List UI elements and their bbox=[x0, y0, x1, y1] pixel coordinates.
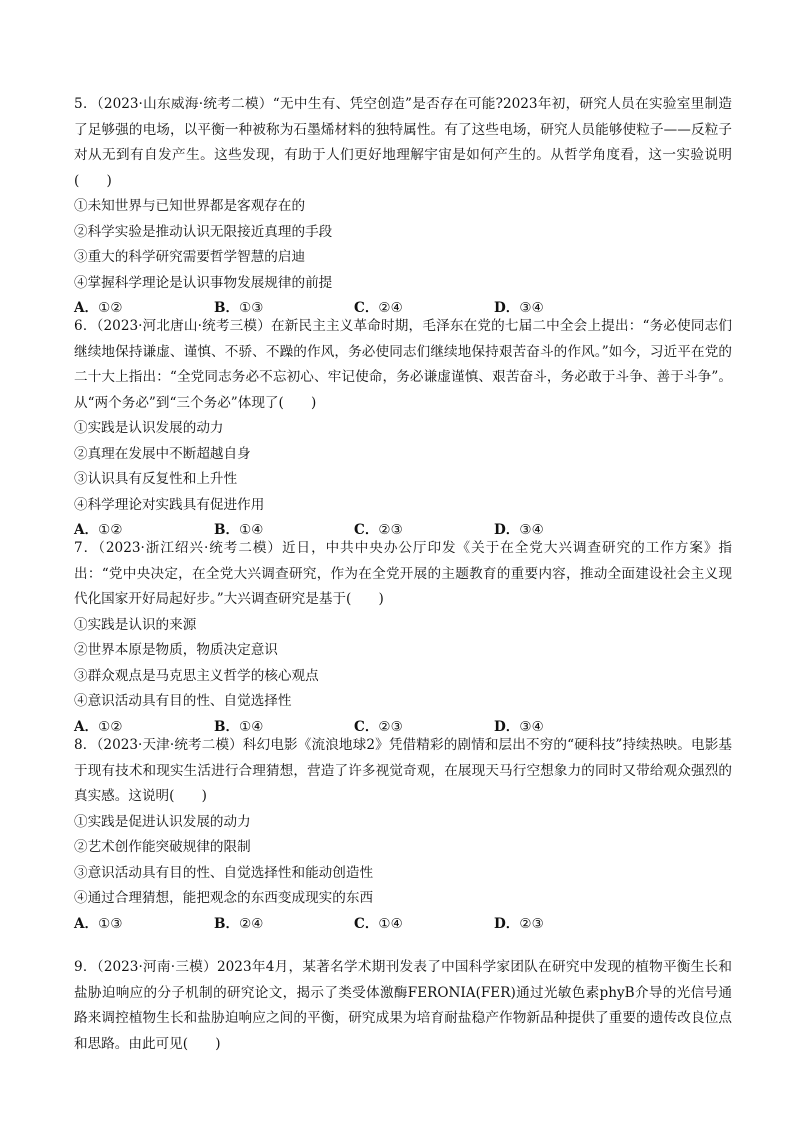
choice-a: A．①③ bbox=[74, 915, 123, 932]
choice-d: D．③④ bbox=[494, 300, 544, 316]
question-7-option-1: ①实践是认识的来源 bbox=[74, 616, 197, 633]
question-9 bbox=[74, 955, 732, 1057]
choice-a: A．①② bbox=[74, 300, 123, 316]
question-5-option-2: ②科学实验是推动认识无限接近真理的手段 bbox=[74, 223, 333, 240]
question-6-option-2: ②真理在发展中不断超越自身 bbox=[74, 445, 251, 462]
question-7-option-4: ④意识活动具有目的性、自觉选择性 bbox=[74, 693, 292, 709]
question-5-option-3: ③重大的科学研究需要哲学智慧的启迪 bbox=[74, 249, 306, 265]
question-5-stem: 5．（2023·山东威海·统考二模）“无中生有、凭空创造”是否存在可能?2023年初，研究人员在实验室里制造了足够强的电场，以平衡一种被称为石墨烯材料的独特属性。有了这些电场，研究人员能够使粒子——反粒子对从无到有自发产生。这些发现，有助于人们更好地理解宇宙是如何产生的。从哲学角度看，这一实验说明( ) bbox=[74, 96, 733, 189]
question-8-option-3: ③意识活动具有目的性、自觉选择性和能动创造性 bbox=[74, 864, 374, 881]
choice-b: B．②④ bbox=[214, 915, 264, 932]
choice-b: B．①④ bbox=[214, 718, 264, 735]
choice-c: C．②④ bbox=[354, 300, 403, 316]
question-7-stem: 7．（2023·浙江绍兴·统考二模）近日，中共中央办公厅印发《关于在全党大兴调查研究的工作方案》指出：“党中央决定，在全党大兴调查研究，作为在全党开展的主题教育的重要内容，推动全面建设社会主义现代化国家开好局起好步。”大兴调查研究是基于( ) bbox=[74, 540, 733, 607]
question-8-option-1: ①实践是促进认识发展的动力 bbox=[74, 813, 251, 830]
question-8-stem: 8．（2023·天津·统考二模）科幻电影《流浪地球2》凭借精彩的剧情和层出不穷的“硬科技”持续热映。电影基于现有技术和现实生活进行合理猜想，营造了许多视觉奇观，在展现天马行空想象力的同时又带给观众强烈的真实感。这说明( ) bbox=[74, 737, 733, 804]
choice-d: D．②③ bbox=[494, 915, 544, 932]
choice-a: A．①② bbox=[74, 718, 123, 735]
question-9-stem: 9．（2023·河南·三模）2023年4月，某著名学术期刊发表了中国科学家团队在研究中发现的植物平衡生长和盐胁迫响应的分子机制的研究论文，揭示了类受体激酶FERONIA(FER)通过光敏色素phyB介导的光信号通路来调控植物生长和盐胁迫响应之间的平衡，研究成果为培育耐盐稳产作物新品种提供了重要的遗传改良位点和思路。由此可见( ) bbox=[74, 959, 733, 1052]
question-6 bbox=[74, 314, 732, 544]
choice-b: B．①③ bbox=[214, 300, 264, 316]
choice-d: D．③④ bbox=[494, 522, 544, 538]
question-6-option-1: ①实践是认识发展的动力 bbox=[74, 420, 224, 436]
choice-a: A．①② bbox=[74, 522, 123, 538]
question-6-option-4: ④科学理论对实践具有促进作用 bbox=[74, 496, 265, 513]
choice-d: D．③④ bbox=[494, 718, 544, 735]
question-8 bbox=[74, 733, 732, 937]
question-8-choices bbox=[74, 912, 732, 938]
question-7-option-2: ②世界本原是物质，物质决定意识 bbox=[74, 642, 278, 658]
question-8-option-2: ②艺术创作能突破规律的限制 bbox=[74, 839, 251, 855]
question-5-option-4: ④掌握科学理论是认识事物发展规律的前提 bbox=[74, 274, 333, 291]
choice-c: C．①④ bbox=[354, 915, 403, 932]
question-5 bbox=[74, 92, 732, 322]
question-7-option-3: ③群众观点是马克思主义哲学的核心观点 bbox=[74, 667, 319, 684]
question-7 bbox=[74, 536, 732, 740]
choice-b: B．①④ bbox=[214, 522, 264, 538]
question-6-option-3: ③认识具有反复性和上升性 bbox=[74, 471, 238, 487]
question-5-option-1: ①未知世界与已知世界都是客观存在的 bbox=[74, 198, 306, 214]
choice-c: C．②③ bbox=[354, 522, 403, 538]
question-6-stem: 6．（2023·河北唐山·统考三模）在新民主主义革命时期，毛泽东在党的七届二中全会上提出：“务必使同志们继续地保持谦虚、谨慎、不骄、不躁的作风，务必使同志们继续地保持艰苦奋斗的作风。”如今，习近平在党的二十大上指出：“全党同志务必不忘初心、牢记使命，务必谦虚谨慎、艰苦奋斗，务必敢于斗争、善于斗争”。从“两个务必”到“三个务必”体现了( ) bbox=[74, 318, 732, 411]
question-8-option-4: ④通过合理猜想，能把观念的东西变成现实的东西 bbox=[74, 890, 374, 906]
choice-c: C．②③ bbox=[354, 718, 403, 735]
